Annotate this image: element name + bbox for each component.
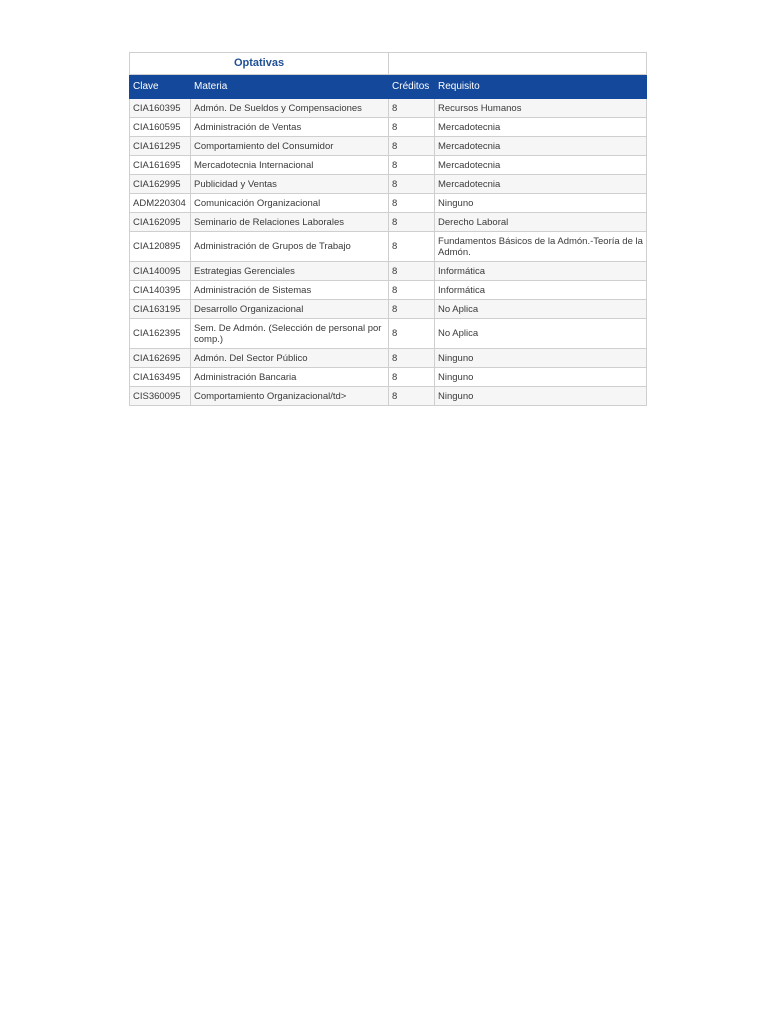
header-materia: Materia <box>191 75 389 99</box>
cell-creditos: 8 <box>389 349 435 368</box>
cell-creditos: 8 <box>389 387 435 406</box>
cell-clave: CIA140095 <box>130 262 191 281</box>
cell-requisito: Derecho Laboral <box>435 213 647 232</box>
cell-creditos: 8 <box>389 232 435 262</box>
header-creditos: Créditos <box>389 75 435 99</box>
cell-requisito: Mercadotecnia <box>435 156 647 175</box>
cell-materia: Mercadotecnia Internacional <box>191 156 389 175</box>
cell-materia: Sem. De Admón. (Selección de personal por comp.) <box>191 319 389 349</box>
cell-creditos: 8 <box>389 281 435 300</box>
cell-requisito: Ninguno <box>435 368 647 387</box>
table-row <box>130 368 647 387</box>
cell-requisito: Ninguno <box>435 194 647 213</box>
table-row <box>130 262 647 281</box>
cell-requisito: Ninguno <box>435 349 647 368</box>
table-row <box>130 118 647 137</box>
cell-materia: Admón. De Sueldos y Compensaciones <box>191 99 389 118</box>
table-row <box>130 300 647 319</box>
cell-clave: CIA160395 <box>130 99 191 118</box>
cell-materia: Publicidad y Ventas <box>191 175 389 194</box>
optativas-table-container <box>129 52 646 406</box>
cell-creditos: 8 <box>389 156 435 175</box>
cell-requisito: Recursos Humanos <box>435 99 647 118</box>
cell-creditos: 8 <box>389 194 435 213</box>
table-row <box>130 281 647 300</box>
cell-clave: CIA162995 <box>130 175 191 194</box>
cell-clave: CIA161695 <box>130 156 191 175</box>
table-row <box>130 137 647 156</box>
cell-materia: Comportamiento Organizacional/td> <box>191 387 389 406</box>
cell-materia: Administración Bancaria <box>191 368 389 387</box>
table-row <box>130 99 647 118</box>
cell-requisito: Mercadotecnia <box>435 118 647 137</box>
cell-materia: Admón. Del Sector Público <box>191 349 389 368</box>
cell-materia: Seminario de Relaciones Laborales <box>191 213 389 232</box>
cell-clave: CIA162095 <box>130 213 191 232</box>
header-requisito: Requisito <box>435 75 647 99</box>
cell-requisito: Informática <box>435 281 647 300</box>
table-title: Optativas <box>130 53 389 75</box>
table-row <box>130 349 647 368</box>
cell-clave: CIA162695 <box>130 349 191 368</box>
cell-requisito: Mercadotecnia <box>435 175 647 194</box>
cell-clave: ADM220304 <box>130 194 191 213</box>
table-row <box>130 213 647 232</box>
cell-clave: CIA163495 <box>130 368 191 387</box>
cell-clave: CIS360095 <box>130 387 191 406</box>
cell-creditos: 8 <box>389 175 435 194</box>
cell-clave: CIA163195 <box>130 300 191 319</box>
cell-materia: Comportamiento del Consumidor <box>191 137 389 156</box>
cell-requisito: Informática <box>435 262 647 281</box>
table-row <box>130 194 647 213</box>
table-row <box>130 156 647 175</box>
cell-materia: Administración de Sistemas <box>191 281 389 300</box>
cell-creditos: 8 <box>389 118 435 137</box>
header-clave: Clave <box>130 75 191 99</box>
cell-requisito: Ninguno <box>435 387 647 406</box>
cell-clave: CIA162395 <box>130 319 191 349</box>
cell-materia: Administración de Ventas <box>191 118 389 137</box>
cell-creditos: 8 <box>389 262 435 281</box>
cell-clave: CIA120895 <box>130 232 191 262</box>
cell-requisito: Mercadotecnia <box>435 137 647 156</box>
cell-clave: CIA160595 <box>130 118 191 137</box>
cell-requisito: No Aplica <box>435 319 647 349</box>
cell-creditos: 8 <box>389 368 435 387</box>
table-header-row <box>130 75 647 99</box>
table-row <box>130 232 647 262</box>
table-body <box>130 99 647 406</box>
cell-clave: CIA140395 <box>130 281 191 300</box>
cell-creditos: 8 <box>389 213 435 232</box>
table-title-empty-cell <box>389 53 647 75</box>
cell-materia: Estrategias Gerenciales <box>191 262 389 281</box>
cell-materia: Administración de Grupos de Trabajo <box>191 232 389 262</box>
cell-materia: Comunicación Organizacional <box>191 194 389 213</box>
cell-creditos: 8 <box>389 319 435 349</box>
cell-requisito: No Aplica <box>435 300 647 319</box>
table-row <box>130 319 647 349</box>
cell-requisito: Fundamentos Básicos de la Admón.-Teoría de la Admón. <box>435 232 647 262</box>
cell-creditos: 8 <box>389 300 435 319</box>
table-row <box>130 387 647 406</box>
table-title-row <box>130 53 647 75</box>
optativas-table <box>129 52 647 406</box>
table-row <box>130 175 647 194</box>
cell-materia: Desarrollo Organizacional <box>191 300 389 319</box>
cell-creditos: 8 <box>389 137 435 156</box>
cell-clave: CIA161295 <box>130 137 191 156</box>
cell-creditos: 8 <box>389 99 435 118</box>
